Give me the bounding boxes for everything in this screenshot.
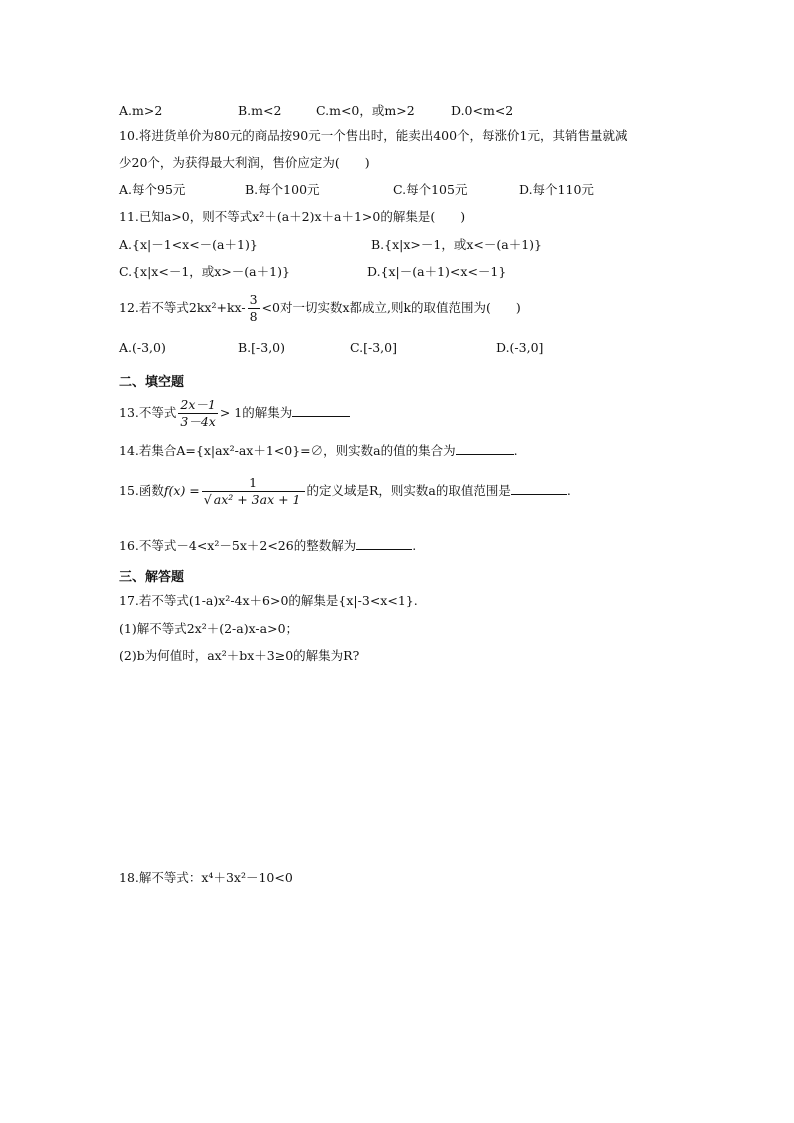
q15-numerator: 1 (202, 475, 305, 492)
q12-option-b: B.[-3,0) (238, 340, 286, 355)
q15-function: f(x) = (163, 483, 200, 498)
q13-numerator: 2x－1 (180, 397, 216, 412)
q14-stem (119, 442, 518, 460)
q14-answer-blank (456, 442, 514, 455)
q15-radicand: ax² + 3ax + 1 (213, 492, 301, 507)
q13-fraction (178, 397, 217, 430)
q15-suffix: 的定义域是R，则实数a的取值范围是 (306, 483, 511, 498)
q12-stem-suffix: <0对一切实数x都成立,则k的取值范围为( ) (261, 300, 521, 315)
q9-option-c: C.m<0，或m>2 (316, 103, 415, 118)
q15-radical: √ ax² + 3ax + 1 (203, 492, 301, 507)
q17-stem: 17.若不等式(1-a)x²-4x＋6>0的解集是{x|-3<x<1}. (119, 593, 418, 608)
q13-operator: > 1 (219, 405, 243, 420)
q17-part1: (1)解不等式2x²＋(2-a)x-a>0； (119, 621, 299, 636)
q9-option-d: D.0<m<2 (451, 103, 514, 118)
q13-denominator: 3－4x (180, 414, 216, 429)
q14-end: . (513, 443, 518, 458)
section-heading-fill-in: 二、填空题 (119, 375, 185, 390)
q10-stem-line2: 少20个，为获得最大利润，售价应定为( ) (119, 155, 370, 170)
q16-text: 16.不等式－4<x²－5x＋2<26的整数解为 (119, 538, 357, 553)
q15-denominator (202, 492, 305, 508)
q12-fraction-denominator: 8 (249, 309, 258, 324)
q13-suffix: 的解集为 (242, 405, 293, 420)
q16-stem (119, 537, 416, 555)
q15-stem (119, 475, 571, 508)
q10-stem-line1: 10.将进货单价为80元的商品按90元一个售出时，能卖出400个，每涨价1元，其销售量就减 (119, 128, 628, 143)
q14-text: 14.若集合A={x|ax²-ax＋1<0}=∅，则实数a的值的集合为 (119, 443, 456, 458)
q16-answer-blank (356, 537, 412, 550)
q13-answer-blank (292, 404, 350, 417)
q11-option-c: C.{x|x<－1，或x>－(a＋1)} (119, 264, 290, 279)
q10-option-c: C.每个105元 (393, 182, 468, 197)
q13-stem (119, 397, 350, 430)
q17-part2: (2)b为何值时，ax²＋bx＋3≥0的解集为R? (119, 648, 360, 663)
q12-stem (119, 292, 521, 325)
q15-prefix: 15.函数 (119, 483, 164, 498)
q11-option-d: D.{x|－(a＋1)<x<－1} (367, 264, 507, 279)
q11-option-a: A.{x|－1<x<－(a＋1)} (119, 237, 258, 252)
q10-option-d: D.每个110元 (519, 182, 594, 197)
section-heading-solve: 三、解答题 (119, 570, 185, 585)
q15-fraction (202, 475, 305, 508)
q12-option-c: C.[-3,0] (350, 340, 397, 355)
q9-option-b: B.m<2 (238, 103, 282, 118)
q15-answer-blank (511, 482, 567, 495)
q12-stem-prefix: 12.若不等式2kx²+kx- (119, 300, 246, 315)
q13-prefix: 13.不等式 (119, 405, 177, 420)
q12-option-a: A.(-3,0) (119, 340, 166, 355)
q12-option-d: D.(-3,0] (496, 340, 544, 355)
q11-stem: 11.已知a>0，则不等式x²＋(a＋2)x＋a＋1>0的解集是( ) (119, 209, 466, 224)
q12-fraction-numerator: 3 (249, 292, 258, 307)
q16-end: . (412, 538, 417, 553)
q10-option-b: B.每个100元 (245, 182, 320, 197)
q10-option-a: A.每个95元 (119, 182, 186, 197)
q11-option-b: B.{x|x>－1，或x<－(a＋1)} (371, 237, 542, 252)
q15-end: . (566, 483, 571, 498)
q9-option-a: A.m>2 (119, 103, 163, 118)
q18-stem: 18.解不等式：x⁴＋3x²－10<0 (119, 870, 293, 885)
q12-fraction (248, 292, 260, 325)
